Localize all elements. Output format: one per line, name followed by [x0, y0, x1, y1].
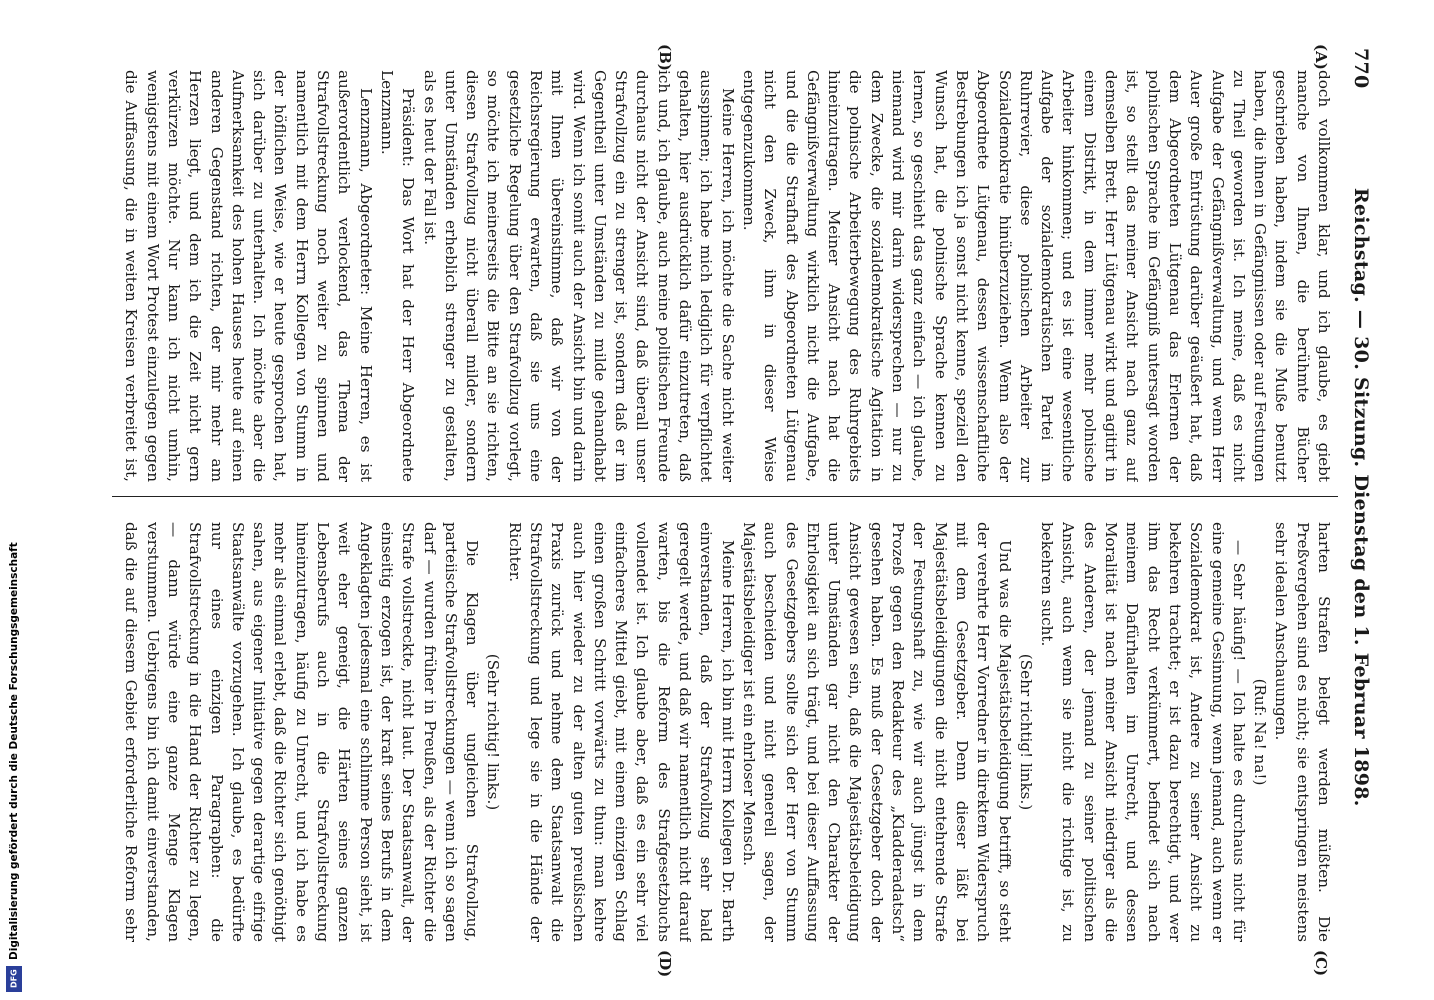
page-number: 770 — [1350, 48, 1372, 89]
margin-marker-d: (D) — [656, 950, 674, 978]
interjection: (Sehr richtig! links.) — [1016, 653, 1035, 811]
right-column — [120, 522, 1334, 942]
speaker-paragraph: Präsident: Das Wort hat der Herr Abgeordnete Lenzmann. — [377, 70, 418, 482]
paragraph: Meine Herren, ich bin mit Herrn Kollegen Dr. Barth einverstanden, daß der Strafvollzug sehr bald geregelt werde, und daß wir namentlich nicht darauf warten, bis die Reform des Strafgesetzbuchs vollendet ist. Ich glaube aber, daß es ein sehr viel einfacheres Mittel giebt, mit einem einzigen Schlag einen großen Schritt vorwärts zu thun: man kehre auch hier wieder zu der alten guten preußischen Praxis zurück und nehme dem Staatsanwalt die Strafvollstreckung und lege sie in die Hände der Richter. — [505, 522, 737, 942]
margin-marker-b: (B) — [656, 44, 674, 71]
paragraph: doch vollkommen klar, und ich glaube, es giebt manche von Ihnen, die berühmte Bücher geschrieben haben, indem sie die Muße benutzt haben, die ihnen in Gefängnissen oder auf Festungen zu Theil geworden ist. Ich meine, daß es nicht Aufgabe der Gefängnißverwaltung, und wenn Herr Auer große Entrüstung darüber geäußert hat, daß dem Abgeordneten Lütgenau das Erlernen der polnischen Sprache im Gefängniß untersagt worden ist, so stellt das meiner Ansicht nach ganz auf demselben Brett. Herr Lütgenau wirkt und agitirt in einem Distrikt, in dem immer mehr polnische Arbeiter hinkommen; und es ist eine wesentliche Aufgabe der sozialdemokratischen Partei im Ruhrrevier, diese polnischen Arbeiter zur Sozialdemokratie hinüberzuziehen. Wenn also der Abgeordnete Lütgenau, dessen wissenschaftliche Bestrebungen ich ja sonst nicht kenne, speziell den Wunsch hat, die polnische Sprache kennen zu lernen, so geschieht das ganz einfach — ich glaube, niemand wird mir darin widersprechen — nur zu dem Zwecke, die sozialdemokratische Agitation in die polnische Arbeiterbewegung des Ruhrgebiets hineinzutragen. Meiner Ansicht nach hat die Gefängnißverwaltung wirklich nicht die Aufgabe, und die die Strafhaft des Abgeordneten Lütgenau nicht den Zweck, ihm in dieser Weise entgegenzukommen. — [739, 70, 1333, 482]
paragraph: Die Klagen über ungleichen Strafvollzug, parteiische Strafvollstreckungen — wenn ich so sagen darf — wurden früher in Preußen, als der Richter die Strafe vollstreckte, nicht laut. Der Staatsanwalt, der einseitig erzogen ist, der kraft seines Berufs in dem Angeklagten jedesmal eine schlimme Person sieht, ist weit eher geneigt, die Härten seines ganzen Lebensberufs auch in die Strafvollstreckung hineinzutragen, häufig zu Unrecht, und ich habe es mehr als einmal erlebt, daß die Richter sich genöthigt sahen, aus eigener Initiative gegen derartige eifrige Staatsanwälte vorzugehen. Ich glaube, es bedürfte nur eines einzigen Paragraphen: die Strafvollstreckung in die Hand der Richter zu legen, — dann würde eine ganze Menge Klagen verstummen. Uebrigens bin ich damit einverstanden, daß die auf diesem Gebiet erforderliche Reform sehr — [122, 522, 482, 942]
margin-marker-a: (A) — [1312, 44, 1330, 70]
interjection: (Sehr richtig! links.) — [484, 653, 503, 811]
paragraph: — Sehr häufig! — Ich halte es durchaus nicht für eine gemeine Gesinnung, wenn jemand, auch wenn er Sozialdemokrat ist, Andere zu seiner Ansicht zu bekehren trachtet; er ist dazu berechtigt, und wer ihm das Recht verkümmert, befindet sich nach meinem Dafürhalten im Unrecht, und dessen Moralität ist nach meiner Ansicht niedriger als die des Anderen, der jemand zu seiner politischen Ansicht, auch wenn sie nicht die richtige ist, zu bekehren sucht. — [1038, 522, 1248, 942]
page-title: Reichstag. — 30. Sitzung. Dienstag den 1. Februar 1898. — [1350, 187, 1372, 807]
margin-marker-c: (C) — [1312, 950, 1330, 977]
dfg-logo: DFG — [6, 966, 22, 992]
paragraph: harten Strafen belegt werden müßten. Die Preßvergehen sind es nicht; sie entspringen meistens sehr idealen Anschauungen. — [1272, 522, 1333, 942]
page-header — [1342, 48, 1372, 936]
speaker-paragraph: Lenzmann, Abgeordneter: Meine Herren, es ist außerordentlich verlockend, das Thema der Strafvollstreckung noch weiter zu spinnen und namentlich mit dem Herrn Kollegen von Stumm in der höflichen Weise, wie er heute gesprochen hat, sich darüber zu unterhalten. Ich möchte aber die Aufmerksamkeit des hohen Hauses heute auf einen anderen Gegenstand richten, der mir mehr am Herzen liegt, und dem ich die Zeit nicht gern verkürzen möchte. Nur kann ich nicht umhin, wenigstens mit einem Wort Protest einzulegen gegen die Auffassung, die in weiten Kreisen verbreitet ist, — [122, 70, 375, 482]
left-column — [120, 70, 1334, 482]
digitization-credit: Digitalisierung gefördert durch die Deutsche Forschungsgemeinschaft — [8, 542, 20, 960]
paragraph: Und was die Majestätsbeleidigung betrifft, so steht der verehrte Herr Vorredner in direktem Widerspruch mit dem Gesetzgeber. Denn dieser läßt bei Majestätsbeleidigungen die nicht entehrende Strafe der Festungshaft zu, wie wir auch jüngst in dem Prozeß gegen den Redakteur des „Kladderadatsch“ gesehen haben. Es muß der Gesetzgeber doch der Ansicht gewesen sein, daß die Majestätsbeleidigung unter Umständen gar nicht den Charakter der Ehrlosigkeit an sich trägt, und bei dieser Auffassung des Gesetzgebers sollte sich der Herr von Stumm auch bescheiden und nicht generell sagen, der Majestätsbeleidiger ist ein ehrloser Mensch. — [739, 522, 1014, 942]
interjection: (Ruf: Na! na!) — [1251, 678, 1270, 786]
paragraph: Meine Herren, ich möchte die Sache nicht weiter ausspinnen; ich habe mich lediglich für verpflichtet gehalten, hier ausdrücklich dafür einzutreten, daß ich und, ich glaube, auch meine politischen Freunde durchaus nicht der Ansicht sind, daß überall unser Strafvollzug ein zu strenger ist, sondern daß er im Gegentheil unter Umständen zu milde gehandhabt wird. Wenn ich somit auch der Ansicht bin und darin mit Ihnen übereinstimme, daß wir von der Reichsregierung erwarten, daß sie uns eine gesetzliche Regelung über den Strafvollzug vorlegt, so möchte ich meinerseits die Bitte an sie richten, diesen Strafvollzug nicht überall milder, sondern unter Umständen erheblich strenger zu gestalten, als es heut der Fall ist. — [420, 70, 737, 482]
column-divider — [112, 496, 1338, 497]
